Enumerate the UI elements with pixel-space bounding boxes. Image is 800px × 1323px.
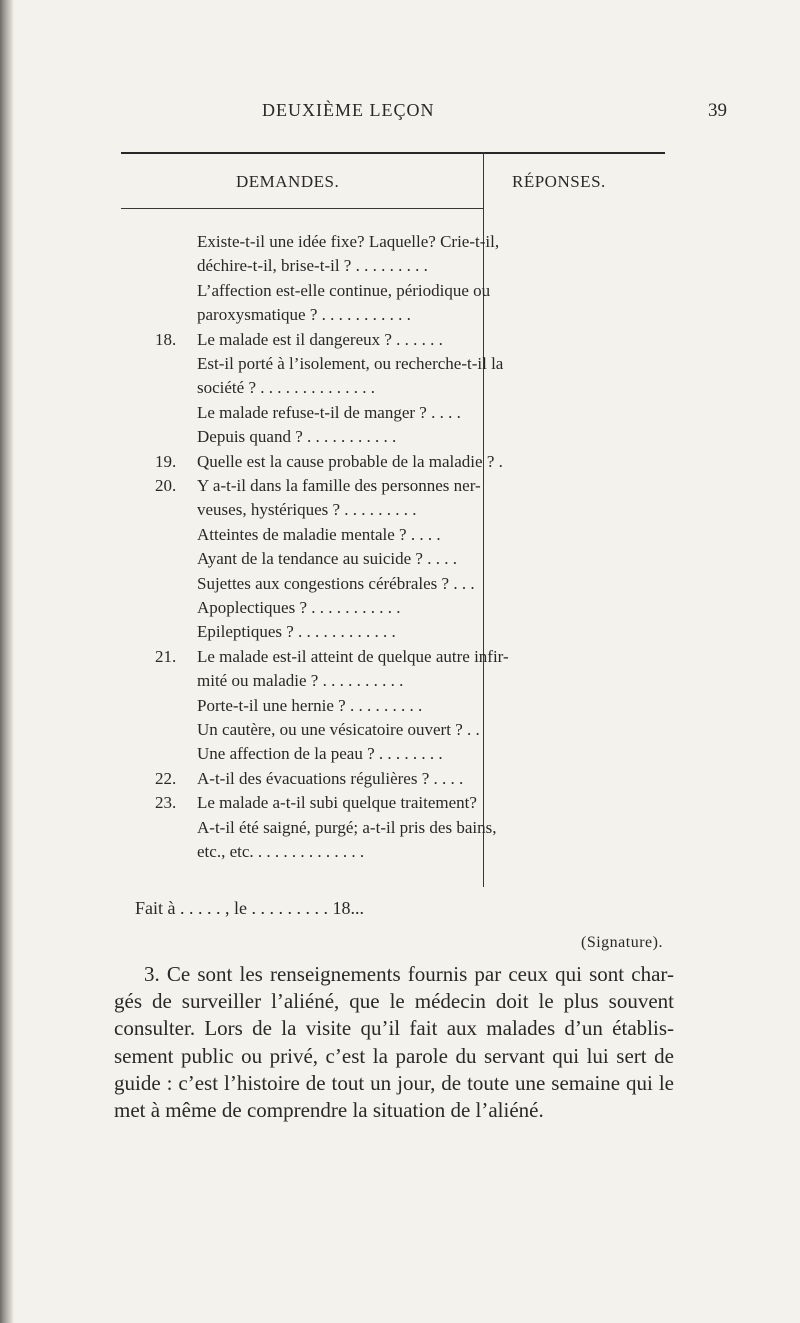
question-line: [0, 816, 497, 840]
question-line: [0, 645, 509, 669]
question-line: [0, 425, 480, 449]
column-header-demandes: DEMANDES.: [236, 172, 340, 191]
question-text: Porte-t-il une hernie ? . . . . . . . . .: [197, 695, 423, 715]
question-text: Ayant de la tendance au suicide ? . . . .: [197, 549, 457, 569]
question-number: 23.: [155, 793, 177, 813]
question-text: A-t-il été saigné, purgé; a-t-il pris des bains,: [197, 817, 497, 837]
question-text: Le malade a-t-il subi quelque traitement?: [197, 793, 477, 813]
question-text: Une affection de la peau ? . . . . . . . .: [197, 744, 443, 764]
table-top-rule: [121, 152, 665, 154]
question-text: Le malade est il dangereux ? . . . . . .: [197, 329, 443, 349]
header-rule: [121, 208, 483, 209]
question-line: [0, 230, 500, 254]
question-text: déchire-t-il, brise-t-il ? . . . . . . . . .: [197, 256, 428, 276]
question-text: Y a-t-il dans la famille des personnes ner-: [197, 476, 481, 495]
question-text: Sujettes aux congestions cérébrales ? . . .: [197, 573, 475, 593]
question-text: Est-il porté à l’isolement, ou recherche-t-il la: [197, 354, 504, 373]
question-number: 22.: [155, 768, 177, 788]
question-line: [0, 742, 480, 766]
question-line: [0, 254, 480, 278]
paragraph-text: 3. Ce sont les renseignements fournis par ceux qui sont char-gés de surveiller l’aliéné, que le médecin doit le plus souvent consulter. Lors de la visite qu’il fait aux malades d’un établis-sement public ou privé, c’est la parole du servant qui lui sert de guide : c’est l’histoire de tout un jour, de toute une semaine qui le met à même de comprendre la situation de l’aliéné.: [114, 962, 674, 1123]
column-header-reponses: RÉPONSES.: [512, 172, 606, 191]
question-line: [0, 669, 480, 693]
question-line: [0, 718, 480, 742]
question-line: [0, 376, 480, 400]
question-text: Apoplectiques ? . . . . . . . . . . .: [197, 598, 401, 617]
fait-a-line: Fait à . . . . . , le . . . . . . . . . 18...: [135, 898, 364, 918]
question-text: Quelle est la cause probable de la maladie ? .: [197, 451, 503, 471]
question-line: [0, 279, 491, 303]
body-paragraph: [114, 961, 674, 1124]
question-text: Le malade refuse-t-il de manger ? . . . .: [197, 402, 461, 422]
question-number: 19.: [155, 451, 177, 471]
question-line: [0, 791, 480, 815]
running-title: DEUXIÈME LEÇON: [262, 100, 435, 120]
question-text: Le malade est-il atteint de quelque autre infir-: [197, 646, 509, 666]
question-line: [0, 572, 480, 596]
question-text: société ? . . . . . . . . . . . . . .: [197, 378, 375, 398]
question-text: Depuis quand ? . . . . . . . . . . .: [197, 427, 397, 447]
question-number: 20.: [155, 476, 177, 495]
question-line: [0, 547, 480, 571]
question-line: [0, 767, 480, 791]
question-line: [0, 840, 480, 864]
question-line: [0, 401, 480, 425]
signature-label: (Signature).: [581, 934, 663, 951]
question-text: L’affection est-elle continue, périodique ou: [197, 280, 491, 300]
column-divider: [483, 152, 484, 887]
question-text: Epileptiques ? . . . . . . . . . . . .: [197, 622, 396, 642]
running-header: [0, 100, 800, 124]
question-text: Atteintes de maladie mentale ? . . . .: [197, 524, 441, 544]
question-line: [0, 694, 480, 718]
question-line: [0, 596, 480, 620]
question-line: [0, 303, 480, 327]
question-line: [0, 523, 480, 547]
question-line: [0, 450, 503, 474]
question-line: [0, 352, 504, 376]
question-text: Existe-t-il une idée fixe? Laquelle? Crie-t-il,: [197, 232, 500, 251]
question-line: [0, 328, 480, 352]
question-line: [0, 620, 480, 644]
question-text: veuses, hystériques ? . . . . . . . . .: [197, 500, 417, 520]
page-number: 39: [708, 100, 727, 121]
question-text: etc., etc. . . . . . . . . . . . . .: [197, 842, 365, 861]
question-text: A-t-il des évacuations régulières ? . . . .: [197, 768, 464, 788]
question-number: 18.: [155, 329, 177, 349]
question-text: Un cautère, ou une vésicatoire ouvert ? . .: [197, 720, 480, 739]
question-line: [0, 474, 480, 498]
question-number: 21.: [155, 646, 177, 666]
question-line: [0, 498, 480, 522]
question-text: paroxysmatique ? . . . . . . . . . . .: [197, 305, 411, 325]
question-text: mité ou maladie ? . . . . . . . . . .: [197, 671, 404, 691]
